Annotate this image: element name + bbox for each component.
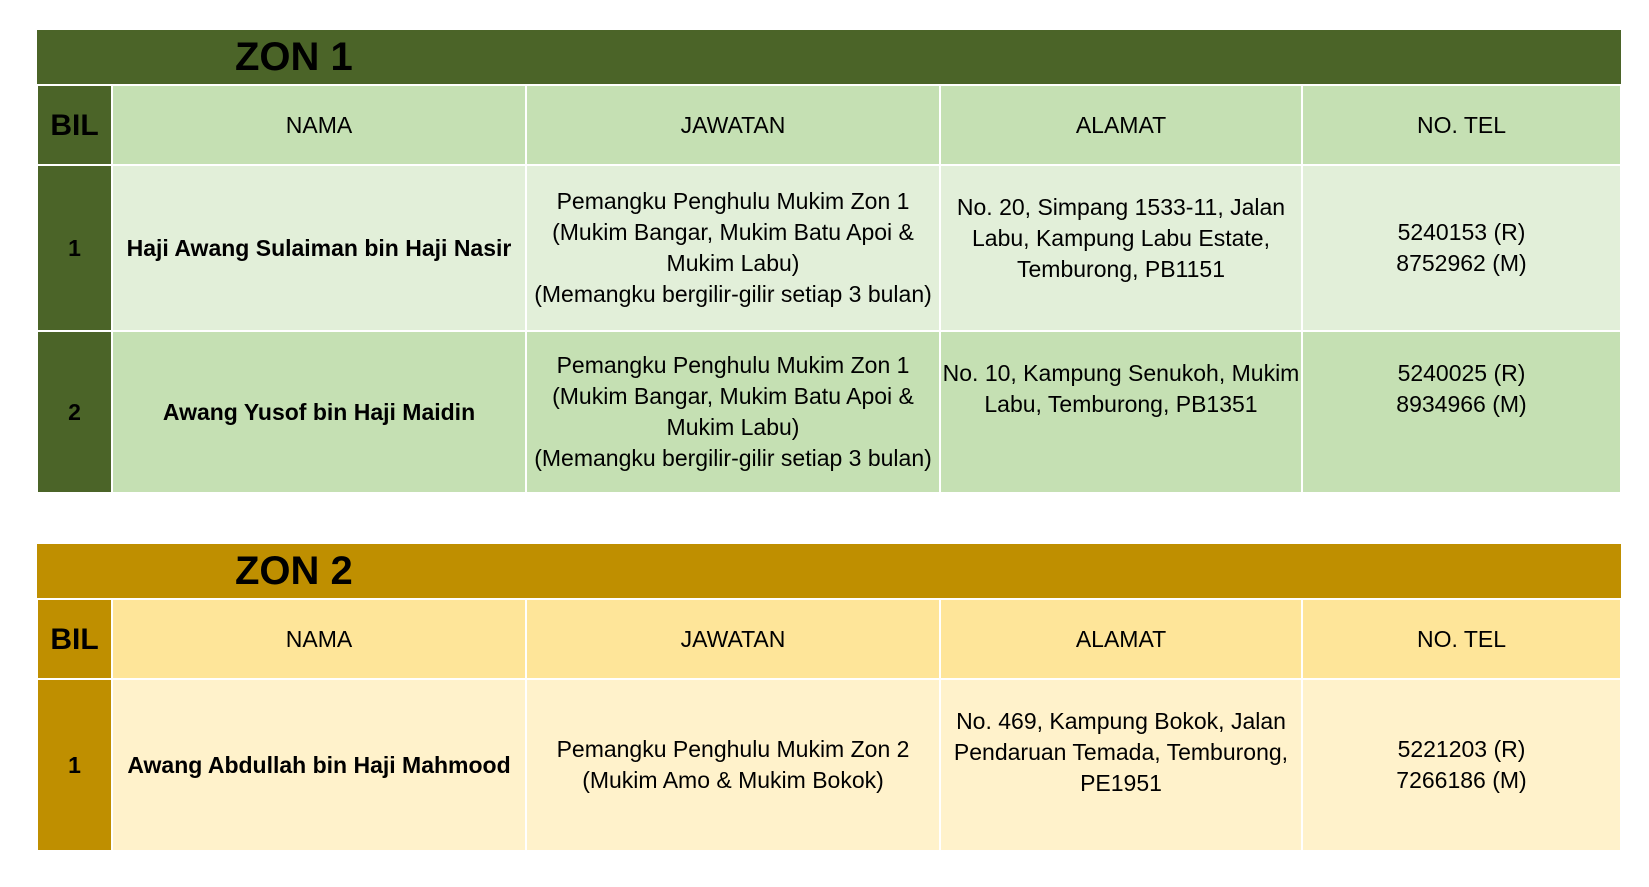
header-bil: BIL: [37, 599, 112, 679]
zone-1-title-row: [37, 30, 1621, 85]
row-jawatan: Pemangku Penghulu Mukim Zon 1 (Mukim Bangar, Mukim Batu Apoi & Mukim Labu) (Memangku bergilir-gilir setiap 3 bulan): [526, 331, 940, 493]
row-jawatan: Pemangku Penghulu Mukim Zon 1 (Mukim Bangar, Mukim Batu Apoi & Mukim Labu) (Memangku bergilir-gilir setiap 3 bulan): [526, 165, 940, 331]
row-bil: 2: [37, 331, 112, 493]
zone-1-title: ZON 1: [235, 35, 353, 79]
header-alamat: ALAMAT: [940, 599, 1302, 679]
header-jawatan: JAWATAN: [526, 599, 940, 679]
zone-2-table-section: [36, 544, 1620, 852]
row-alamat: No. 20, Simpang 1533-11, Jalan Labu, Kampung Labu Estate, Temburong, PB1151: [940, 165, 1302, 331]
row-jawatan: Pemangku Penghulu Mukim Zon 2 (Mukim Amo & Mukim Bokok): [526, 679, 940, 851]
row-no-tel: 5240025 (R) 8934966 (M): [1302, 331, 1621, 493]
header-no-tel: NO. TEL: [1302, 85, 1621, 165]
zone-1-table: [36, 30, 1622, 494]
row-nama: Haji Awang Sulaiman bin Haji Nasir: [112, 165, 526, 331]
header-nama: NAMA: [112, 599, 526, 679]
header-jawatan: JAWATAN: [526, 85, 940, 165]
zone-2-title: ZON 2: [235, 549, 353, 593]
zone-1-table-section: [36, 30, 1620, 494]
row-alamat: No. 10, Kampung Senukoh, Mukim Labu, Temburong, PB1351: [940, 331, 1302, 493]
table-row: [37, 331, 1621, 493]
zone-1-header-row: [37, 85, 1621, 165]
row-nama: Awang Abdullah bin Haji Mahmood: [112, 679, 526, 851]
header-bil: BIL: [37, 85, 112, 165]
row-no-tel: 5221203 (R) 7266186 (M): [1302, 679, 1621, 851]
row-bil: 1: [37, 165, 112, 331]
table-row: [37, 679, 1621, 851]
row-no-tel: 5240153 (R) 8752962 (M): [1302, 165, 1621, 331]
zone-2-header-row: [37, 599, 1621, 679]
header-nama: NAMA: [112, 85, 526, 165]
row-alamat: No. 469, Kampung Bokok, Jalan Pendaruan Temada, Temburong, PE1951: [940, 679, 1302, 851]
header-no-tel: NO. TEL: [1302, 599, 1621, 679]
zone-2-title-row: [37, 544, 1621, 599]
row-nama: Awang Yusof bin Haji Maidin: [112, 331, 526, 493]
zone-2-table: [36, 544, 1622, 852]
table-row: [37, 165, 1621, 331]
row-bil: 1: [37, 679, 112, 851]
header-alamat: ALAMAT: [940, 85, 1302, 165]
